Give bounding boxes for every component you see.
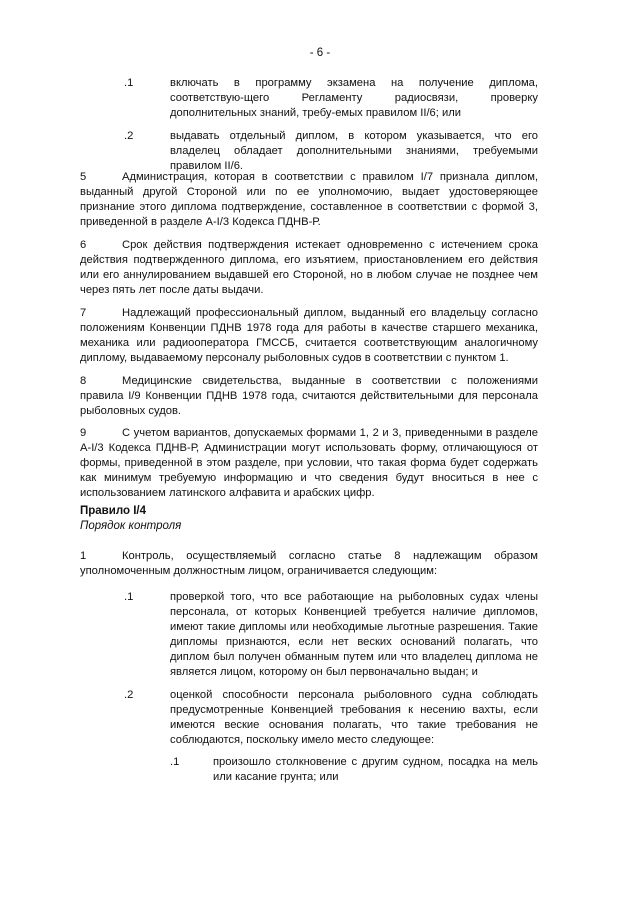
item-text: проверкой того, что все работающие на рыболовных судах члены персонала, от которых Конвенцией требуется наличие дипломов, имеют такие дипломы или необходимые льготные разрешения. Такие дипломы признаются, если нет веских оснований полагать, что диплом был получен обманным путем или что владелец диплома не является лицом, которому он был первоначально выдан; и [170,591,538,678]
paragraph-text: Надлежащий профессиональный диплом, выданный его владельцу согласно положениям Конвенции ПДНВ 1978 года для работы в качестве старшего механика, механика или радиооператора ГМССБ, считается соответствующим аналогичному диплому, выдаваемому персоналу рыболовных судов в соответствии с пунктом 1. [80,307,538,364]
item-number: .2 [124,689,134,701]
paragraph-text: Администрация, которая в соответствии с правилом I/7 признала диплом, выданный другой Стороной или по ее уполномочию, выдает удостоверяющее признание этого диплома подтверждение, составленное в соответствии с формой 3, приведенной в разделе A-I/3 Кодекса ПДНВ-Р. [80,171,538,228]
rule-subtitle: Порядок контроля [80,520,182,532]
item-number: .1 [170,756,180,768]
paragraph-text: Медицинские свидетельства, выданные в соответствии с положениями правила I/9 Конвенции ПДНВ 1978 года, считаются действительными для персонала рыболовных судов. [80,375,538,417]
rule-title: Правило I/4 [80,505,146,517]
paragraph-number: 9 [80,427,87,439]
paragraph-number: 1 [80,550,87,562]
paragraph-number: 8 [80,375,87,387]
paragraph-number: 5 [80,171,87,183]
paragraph-number: 6 [80,239,87,251]
item-text: выдавать отдельный диплом, в котором указывается, что его владелец обладает дополнительными знаниями, требуемыми правилом II/6. [170,130,538,172]
item-text: произошло столкновение с другим судном, посадка на мель или касание грунта; или [213,756,538,783]
paragraph-text: С учетом вариантов, допускаемых формами 1, 2 и 3, приведенными в разделе A-I/3 Кодекса ПДНВ-Р, Администрации могут использовать форму, отличающуюся от формы, приведенной в этом разделе, при условии, что такая форма будет содержать как минимум требуемую информацию и что сведения будут вноситься в нее с использованием латинского алфавита и арабских цифр. [80,427,538,499]
paragraph-text: Срок действия подтверждения истекает одновременно с истечением срока действия подтвержденного диплома, его изъятием, приостановлением его действия или его аннулированием выдавшей его Стороной, но в любом случае не позднее чем через пять лет после даты выдачи. [80,239,538,296]
page-number: - 6 - [309,47,331,59]
paragraph-text: Контроль, осуществляемый согласно статье 8 надлежащим образом уполномоченным должностным лицом, ограничивается следующим: [80,550,538,577]
item-number: .1 [124,77,134,89]
item-text: включать в программу экзамена на получение диплома, соответствую-щего Регламенту радиосвязи, проверку дополнительных знаний, требу-емых правилом II/6; или [170,77,538,119]
item-number: .2 [124,130,134,142]
item-number: .1 [124,591,134,603]
item-text: оценкой способности персонала рыболовного судна соблюдать предусмотренные Конвенцией требования к несению вахты, если имеются веские основания полагать, что такие требования не соблюдаются, поскольку имело место следующее: [170,689,538,746]
paragraph-number: 7 [80,307,87,319]
